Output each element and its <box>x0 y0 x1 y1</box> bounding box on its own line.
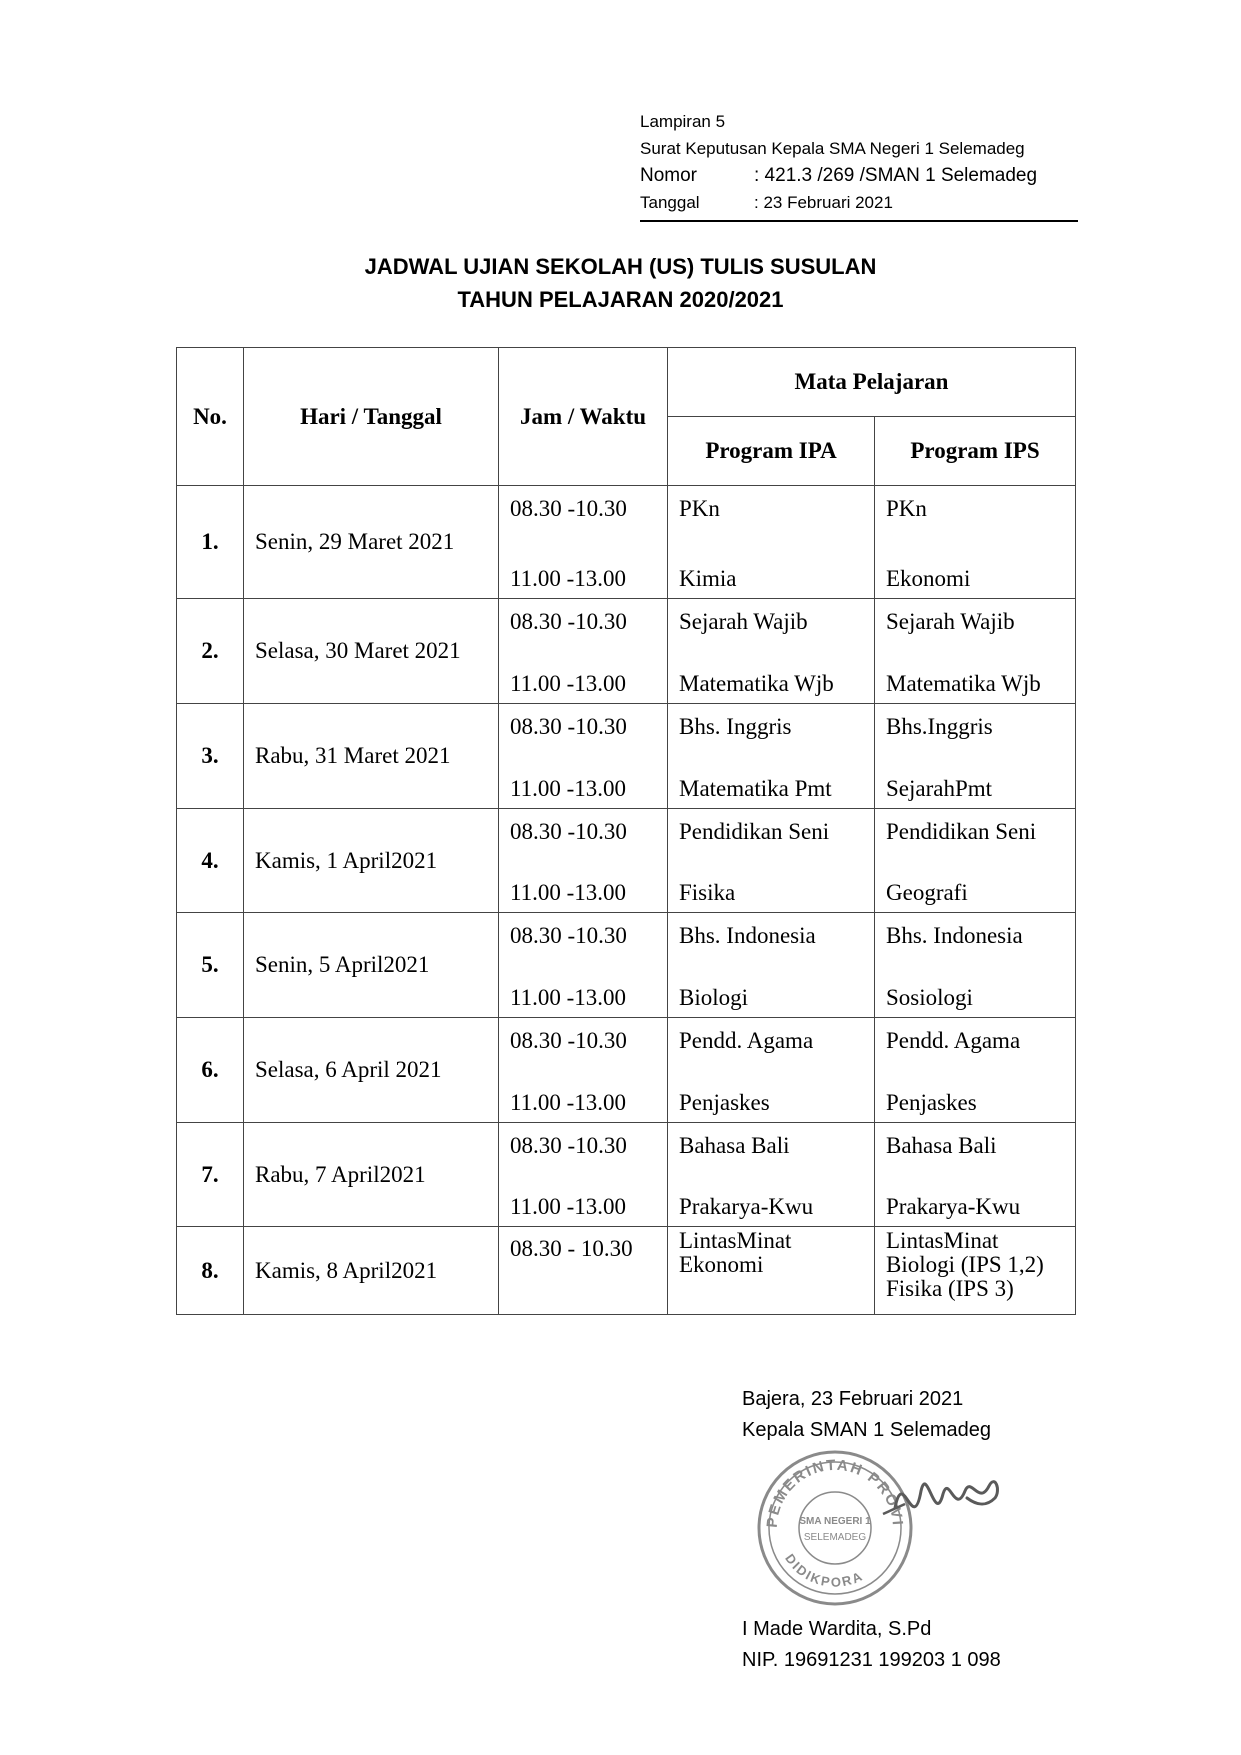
attachment-header <box>640 108 1037 216</box>
subject-ipa: Sejarah Wajib <box>679 609 808 634</box>
signer-nip: NIP. 19691231 199203 1 098 <box>742 1649 1001 1671</box>
row-ips-cell <box>875 913 1076 1018</box>
header-mata-pelajaran: Mata Pelajaran <box>668 348 1076 417</box>
subject-ipa: Fisika <box>679 880 736 905</box>
subject-ips: Biologi (IPS 1,2) <box>886 1252 1044 1277</box>
subject-ips: Penjaskes <box>886 1090 977 1115</box>
subject-ipa: LintasMinat <box>679 1228 792 1253</box>
row-number: 6. <box>177 1018 244 1123</box>
subject-ipa: Prakarya-Kwu <box>679 1194 814 1219</box>
title-line-1: JADWAL UJIAN SEKOLAH (US) TULIS SUSULAN <box>364 254 877 279</box>
time-slot: 11.00 -13.00 <box>510 671 627 696</box>
row-day-date: Rabu, 7 April2021 <box>244 1123 499 1227</box>
row-day-date: Kamis, 8 April2021 <box>244 1227 499 1315</box>
row-ips-cell <box>875 809 1076 913</box>
row-times-cell <box>499 1123 668 1227</box>
tanggal-label: Tanggal <box>640 193 700 212</box>
time-slot: 11.00 -13.00 <box>510 985 627 1010</box>
subject-ipa: Bhs. Indonesia <box>679 923 816 948</box>
table-row <box>177 486 1076 599</box>
subject-ips: Sosiologi <box>886 985 973 1010</box>
subject-ips: Bahasa Bali <box>886 1133 997 1158</box>
row-ips-cell <box>875 599 1076 704</box>
row-ipa-cell <box>668 1227 875 1315</box>
row-day-date: Kamis, 1 April2021 <box>244 809 499 913</box>
time-slot: 08.30 -10.30 <box>510 714 627 739</box>
row-number: 1. <box>177 486 244 599</box>
subject-ips: Pendidikan Seni <box>886 819 1037 844</box>
time-slot: 08.30 -10.30 <box>510 1028 627 1053</box>
stamp-text-center-1: SMA NEGERI 1 <box>799 1516 871 1527</box>
signature-position: Kepala SMAN 1 Selemadeg <box>742 1419 992 1441</box>
row-number: 3. <box>177 704 244 809</box>
row-ipa-cell <box>668 599 875 704</box>
nomor-value: : 421.3 /269 /SMAN 1 Selemadeg <box>754 165 1038 186</box>
subject-ips: Fisika (IPS 3) <box>886 1276 1014 1301</box>
row-ips-cell <box>875 486 1076 599</box>
subject-ipa: Matematika Wjb <box>679 671 834 696</box>
subject-ips: Bhs. Indonesia <box>886 923 1023 948</box>
time-slot: 08.30 -10.30 <box>510 819 627 844</box>
row-day-date: Senin, 5 April2021 <box>244 913 499 1018</box>
table-row <box>177 1018 1076 1123</box>
subject-ips: PKn <box>886 496 927 521</box>
table-row <box>177 704 1076 809</box>
signer-name: I Made Wardita, S.Pd <box>742 1618 932 1640</box>
time-slot: 11.00 -13.00 <box>510 566 627 591</box>
signature-scribble <box>895 1482 997 1508</box>
stamp-center-ring <box>799 1492 871 1564</box>
table-row <box>177 599 1076 704</box>
official-stamp-signature <box>745 1446 1015 1606</box>
row-day-date: Rabu, 31 Maret 2021 <box>244 704 499 809</box>
stamp-text-bottom: DIDIKPORA <box>782 1550 866 1590</box>
row-number: 4. <box>177 809 244 913</box>
row-times-cell <box>499 486 668 599</box>
subject-ipa: PKn <box>679 496 720 521</box>
header-jam-waktu: Jam / Waktu <box>499 348 668 486</box>
header-no: No. <box>177 348 244 486</box>
row-ips-cell <box>875 1018 1076 1123</box>
row-ips-cell <box>875 704 1076 809</box>
row-number: 5. <box>177 913 244 1018</box>
signature-place-date: Bajera, 23 Februari 2021 <box>742 1388 964 1410</box>
row-ipa-cell <box>668 704 875 809</box>
row-ipa-cell <box>668 809 875 913</box>
row-times-cell <box>499 809 668 913</box>
signature-block <box>742 1384 991 1446</box>
time-slot: 08.30 -10.30 <box>510 496 627 521</box>
subject-ips: Geografi <box>886 880 968 905</box>
row-number: 2. <box>177 599 244 704</box>
subject-ips: Prakarya-Kwu <box>886 1194 1021 1219</box>
document-title <box>0 250 1241 316</box>
nomor-label: Nomor <box>640 165 698 186</box>
header-program-ips: Program IPS <box>875 417 1076 486</box>
subject-ips: SejarahPmt <box>886 776 993 801</box>
row-times-cell <box>499 1018 668 1123</box>
row-number: 8. <box>177 1227 244 1315</box>
header-divider <box>640 220 1078 222</box>
row-times-cell <box>499 913 668 1018</box>
subject-ips: Pendd. Agama <box>886 1028 1021 1053</box>
signer-details <box>742 1614 1001 1676</box>
time-slot: 08.30 - 10.30 <box>510 1236 633 1261</box>
tanggal-line <box>640 189 1037 216</box>
subject-ipa: Bahasa Bali <box>679 1133 790 1158</box>
subject-ips: Sejarah Wajib <box>886 609 1015 634</box>
row-ipa-cell <box>668 486 875 599</box>
subject-ipa: Biologi <box>679 985 749 1010</box>
surat-line: Surat Keputusan Kepala SMA Negeri 1 Selemadeg <box>640 139 1025 158</box>
nomor-line <box>640 162 1037 189</box>
time-slot: 08.30 -10.30 <box>510 609 627 634</box>
row-day-date: Senin, 29 Maret 2021 <box>244 486 499 599</box>
time-slot: 08.30 -10.30 <box>510 923 627 948</box>
subject-ipa: Pendidikan Seni <box>679 819 830 844</box>
subject-ips: LintasMinat <box>886 1228 999 1253</box>
subject-ips: Bhs.Inggris <box>886 714 993 739</box>
time-slot: 08.30 -10.30 <box>510 1133 627 1158</box>
exam-schedule-table <box>176 347 1076 1315</box>
row-times-cell <box>499 1227 668 1315</box>
time-slot: 11.00 -13.00 <box>510 1090 627 1115</box>
row-ips-cell <box>875 1123 1076 1227</box>
time-slot: 11.00 -13.00 <box>510 776 627 801</box>
title-line-2: TAHUN PELAJARAN 2020/2021 <box>457 287 784 312</box>
row-day-date: Selasa, 6 April 2021 <box>244 1018 499 1123</box>
header-hari-tanggal: Hari / Tanggal <box>244 348 499 486</box>
time-slot: 11.00 -13.00 <box>510 1194 627 1219</box>
row-ipa-cell <box>668 913 875 1018</box>
row-ips-cell <box>875 1227 1076 1315</box>
table-row <box>177 913 1076 1018</box>
row-times-cell <box>499 704 668 809</box>
subject-ipa: Penjaskes <box>679 1090 770 1115</box>
subject-ipa: Ekonomi <box>679 1252 764 1277</box>
subject-ipa: Kimia <box>679 566 737 591</box>
subject-ipa: Pendd. Agama <box>679 1028 814 1053</box>
row-ipa-cell <box>668 1018 875 1123</box>
table-row <box>177 1123 1076 1227</box>
table-row <box>177 1227 1076 1315</box>
time-slot: 11.00 -13.00 <box>510 880 627 905</box>
row-number: 7. <box>177 1123 244 1227</box>
subject-ipa: Bhs. Inggris <box>679 714 792 739</box>
row-day-date: Selasa, 30 Maret 2021 <box>244 599 499 704</box>
table-row <box>177 809 1076 913</box>
stamp-text-center-2: SELEMADEG <box>803 1532 867 1543</box>
row-ipa-cell <box>668 1123 875 1227</box>
schedule-body <box>177 486 1076 1315</box>
header-program-ipa: Program IPA <box>668 417 875 486</box>
tanggal-value: : 23 Februari 2021 <box>754 193 893 212</box>
subject-ipa: Matematika Pmt <box>679 776 832 801</box>
stamp-text-top: PEMERINTAH PROVI <box>763 1456 907 1529</box>
row-times-cell <box>499 599 668 704</box>
lampiran-line: Lampiran 5 <box>640 112 726 131</box>
subject-ips: Matematika Wjb <box>886 671 1041 696</box>
subject-ips: Ekonomi <box>886 566 971 591</box>
